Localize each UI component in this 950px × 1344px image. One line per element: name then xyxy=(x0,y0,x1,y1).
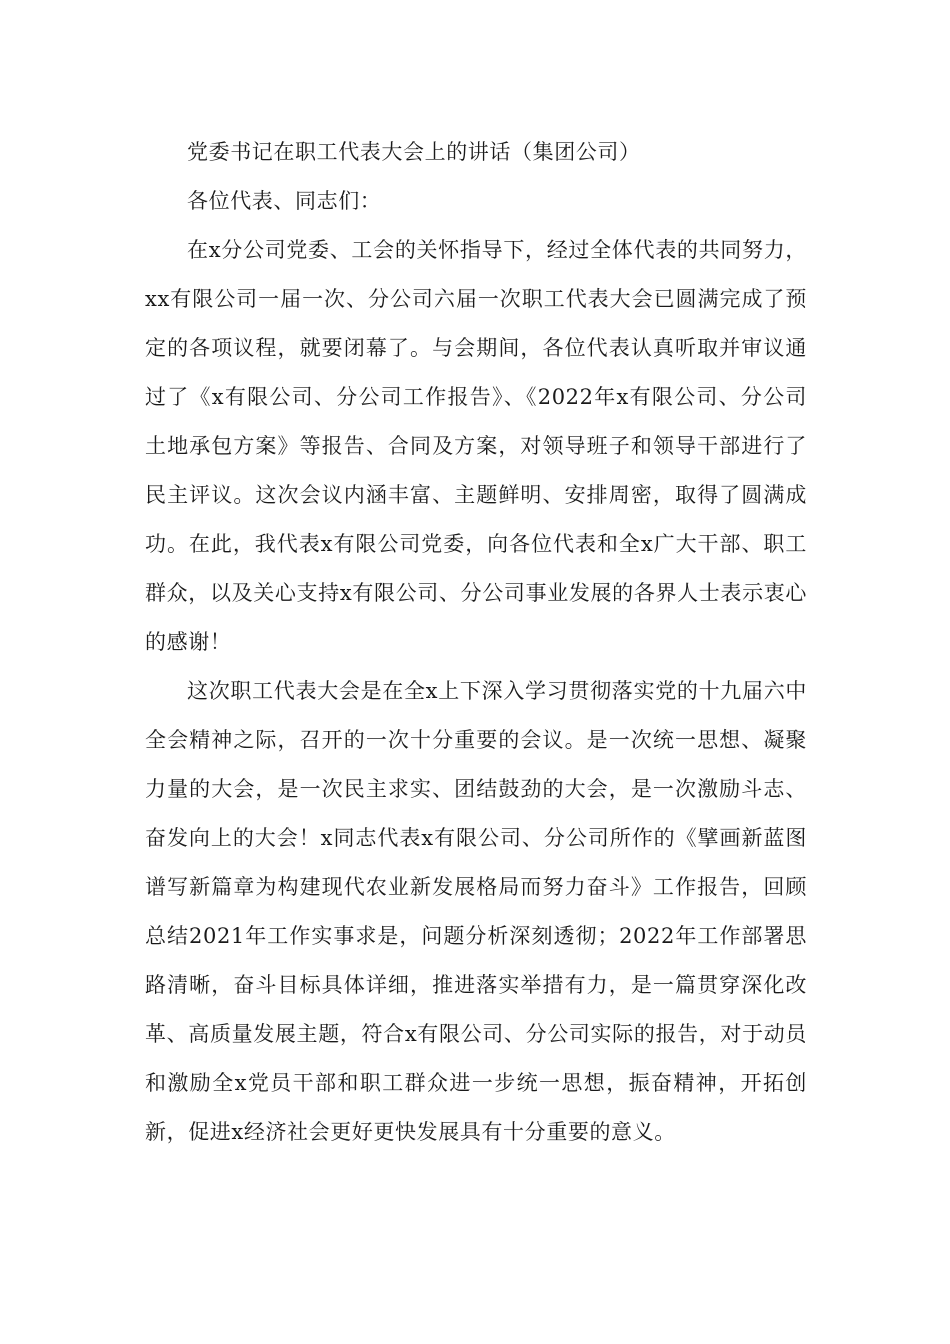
document-title: 党委书记在职工代表大会上的讲话（集团公司） xyxy=(187,140,641,164)
paragraph-2: 这次职工代表大会是在全x上下深入学习贯彻落实党的十九届六中全会精神之际，召开的一次十分重要的会议。是一次统一思想、凝聚力量的大会，是一次民主求实、团结鼓劲的大会，是一次激励斗志、奋发向上的大会！x同志代表x有限公司、分公司所作的《擘画新蓝图谱写新篇章为构建现代农业新发展格局而努力奋斗》工作报告，回顾总结2021年工作实事求是，问题分析深刻透彻；2022年工作部署思路清晰，奋斗目标具体详细，推进落实举措有力，是一篇贯穿深化改革、高质量发展主题，符合x有限公司、分公司实际的报告，对于动员和激励全x党员干部和职工群众进一步统一思想，振奋精神，开拓创新，促进x经济社会更好更快发展具有十分重要的意义。 xyxy=(145,679,807,1144)
document-body xyxy=(145,128,807,1157)
salutation: 各位代表、同志们： xyxy=(187,189,382,213)
paragraph-1: 在x分公司党委、工会的关怀指导下，经过全体代表的共同努力，xx有限公司一届一次、分公司六届一次职工代表大会已圆满完成了预定的各项议程，就要闭幕了。与会期间，各位代表认真听取并审议通过了《x有限公司、分公司工作报告》、《2022年x有限公司、分公司土地承包方案》等报告、合同及方案，对领导班子和领导干部进行了民主评议。这次会议内涵丰富、主题鲜明、安排周密，取得了圆满成功。在此，我代表x有限公司党委，向各位代表和全x广大干部、职工群众，以及关心支持x有限公司、分公司事业发展的各界人士表示衷心的感谢！ xyxy=(145,238,807,654)
